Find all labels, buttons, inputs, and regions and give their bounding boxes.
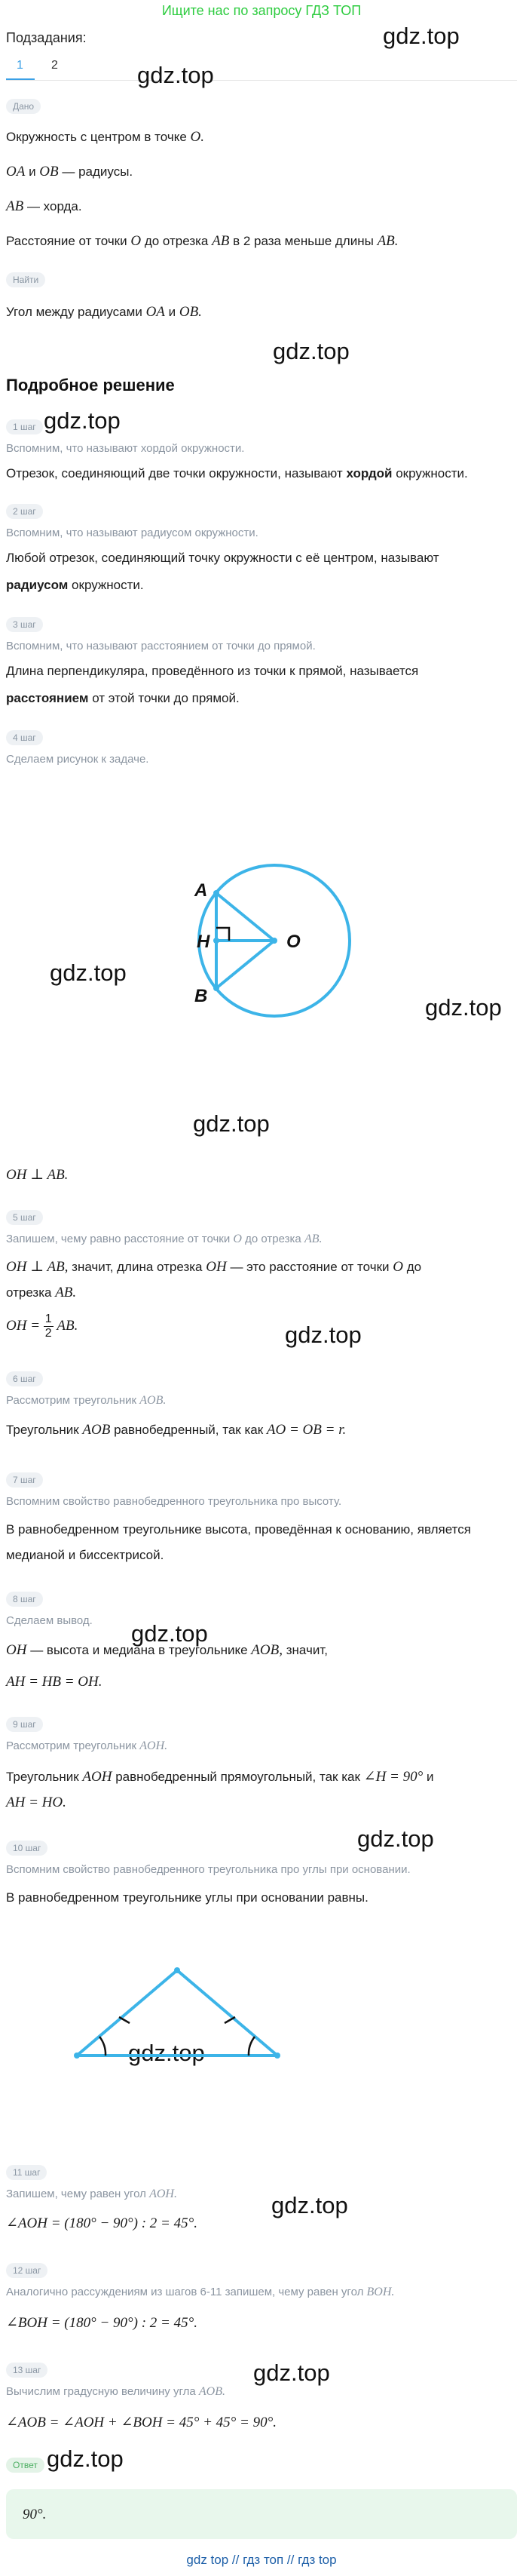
step-text: В равнобедренном треугольнике углы при основании равны. [6, 1890, 369, 1905]
label-a: A [194, 880, 208, 901]
step-text: расстоянием от этой точки до прямой. [6, 691, 240, 705]
watermark: gdz.top [131, 1620, 208, 1647]
watermark: gdz.top [357, 1825, 434, 1852]
step-badge: 12 шаг [6, 2263, 47, 2278]
solution-title: Подробное решение [6, 376, 175, 395]
watermark: gdz.top [47, 2446, 124, 2472]
step-hint: Аналогично рассуждениям из шагов 6-11 запишем, чему равен угол BOH. [6, 2286, 395, 2298]
step-badge: 13 шаг [6, 2363, 47, 2378]
step-formula: ∠AOH = (180° − 90°) : 2 = 45°. [6, 2215, 197, 2231]
step-badge: 9 шаг [6, 1717, 43, 1732]
step-hint: Запишем, чему равно расстояние от точки O до отрезка AB. [6, 1233, 323, 1245]
step-text: Любой отрезок, соединяющий точку окружности с её центром, называют [6, 551, 439, 565]
label-o: O [286, 932, 301, 952]
step-text: медианой и биссектрисой. [6, 1548, 164, 1562]
step-hint: Сделаем рисунок к задаче. [6, 753, 149, 766]
radius-ob [216, 941, 274, 988]
given-line-3: AB — хорда. [6, 198, 82, 214]
watermark: gdz.top [271, 2192, 348, 2218]
given-badge: Дано [6, 99, 41, 114]
base-angle-arc [249, 2037, 255, 2056]
answer-badge: Ответ [6, 2458, 44, 2473]
promo-link[interactable]: Ищите нас по запросу ГДЗ ТОП [161, 3, 362, 18]
step-badge: 4 шаг [6, 730, 43, 745]
step-badge: 2 шаг [6, 504, 43, 519]
triangle-side-right [177, 1970, 277, 2056]
step-formula: OH = $\frac{1}{2}$ AB. [6, 1313, 78, 1340]
given-line-4: Расстояние от точки O до отрезка AB в 2 раза меньше длины AB. [6, 233, 399, 249]
subtasks-title: Подзадания: [6, 30, 87, 45]
step-hint: Запишем, чему равен угол AOH. [6, 2188, 177, 2200]
watermark: gdz.top [128, 2040, 205, 2066]
tab-2[interactable]: 2 [51, 59, 58, 72]
step-hint: Рассмотрим треугольник AOH. [6, 1739, 168, 1752]
given-line-2: OA и OB — радиусы. [6, 164, 133, 180]
answer-box [6, 2489, 517, 2539]
step-text: OH ⊥ AB. [6, 1167, 69, 1183]
step-badge: 1 шаг [6, 419, 43, 434]
answer-value: 90°. [23, 2507, 47, 2522]
watermark: gdz.top [285, 1322, 362, 1348]
step-text: В равнобедренном треугольнике высота, проведённая к основанию, является [6, 1522, 471, 1537]
step-formula: AH = HB = OH. [6, 1674, 102, 1690]
step-text: Треугольник AOB равнобедренный, так как AO = OB = r. [6, 1422, 347, 1438]
watermark: gdz.top [425, 994, 502, 1021]
step-formula: ∠AOB = ∠AOH + ∠BOH = 45° + 45° = 90°. [6, 2415, 277, 2430]
footer-links[interactable]: gdz top // гдз топ // гдз top [186, 2553, 337, 2567]
step-text: отрезка AB. [6, 1285, 77, 1300]
watermark: gdz.top [137, 62, 214, 88]
watermark: gdz.top [253, 2360, 330, 2386]
isosceles-triangle-figure [68, 1961, 286, 2067]
watermark: gdz.top [193, 1110, 270, 1137]
step-hint: Сделаем вывод. [6, 1614, 93, 1627]
base-angle-arc [99, 2037, 106, 2056]
triangle-side-left [77, 1970, 177, 2056]
step-text: Отрезок, соединяющий две точки окружности, называют хордой окружности. [6, 466, 468, 481]
step-text: Треугольник AOH равнобедренный прямоугольный, так как ∠H = 90° и [6, 1769, 434, 1785]
tab-1[interactable]: 1 [17, 59, 23, 72]
step-formula: AH = HO. [6, 1795, 66, 1810]
step-text: радиусом окружности. [6, 578, 144, 592]
watermark: gdz.top [273, 338, 350, 364]
step-hint: Вспомним, что называют расстоянием от точки до прямой. [6, 640, 316, 652]
watermark: gdz.top [44, 407, 121, 434]
watermark: gdz.top [50, 959, 127, 986]
label-b: B [194, 986, 208, 1006]
label-h: H [197, 932, 210, 952]
step-hint: Вспомним, что называют радиусом окружности. [6, 527, 258, 539]
step-hint: Вспомним свойство равнобедренного треугольника про высоту. [6, 1495, 342, 1508]
step-text: OH — высота и медиана в треугольнике AOB, значит, [6, 1642, 328, 1658]
watermark: gdz.top [383, 23, 460, 49]
tabs-divider [6, 80, 517, 81]
radius-oa [216, 893, 274, 941]
step-badge: 3 шаг [6, 617, 43, 632]
step-badge: 6 шаг [6, 1371, 43, 1386]
find-line: Угол между радиусами OA и OB. [6, 304, 202, 320]
step-text: Длина перпендикуляра, проведённого из точки к прямой, называется [6, 664, 419, 678]
given-line-1: Окружность с центром в точке O. [6, 129, 205, 145]
step-badge: 7 шаг [6, 1472, 43, 1488]
step-hint: Вспомним, что называют хордой окружности. [6, 442, 245, 455]
step-badge: 5 шаг [6, 1210, 43, 1225]
find-badge: Найти [6, 272, 45, 287]
step-hint: Вычислим градусную величину угла AOB. [6, 2385, 225, 2398]
step-hint: Рассмотрим треугольник AOB. [6, 1394, 167, 1407]
step-formula: ∠BOH = (180° − 90°) : 2 = 45°. [6, 2315, 197, 2331]
step-badge: 11 шаг [6, 2165, 47, 2180]
circle-figure [173, 845, 384, 1041]
step-text: OH ⊥ AB, значит, длина отрезка OH — это расстояние от точки O до [6, 1259, 422, 1275]
step-hint: Вспомним свойство равнобедренного треугольника про углы при основании. [6, 1863, 411, 1876]
step-badge: 10 шаг [6, 1841, 47, 1856]
step-badge: 8 шаг [6, 1592, 43, 1607]
